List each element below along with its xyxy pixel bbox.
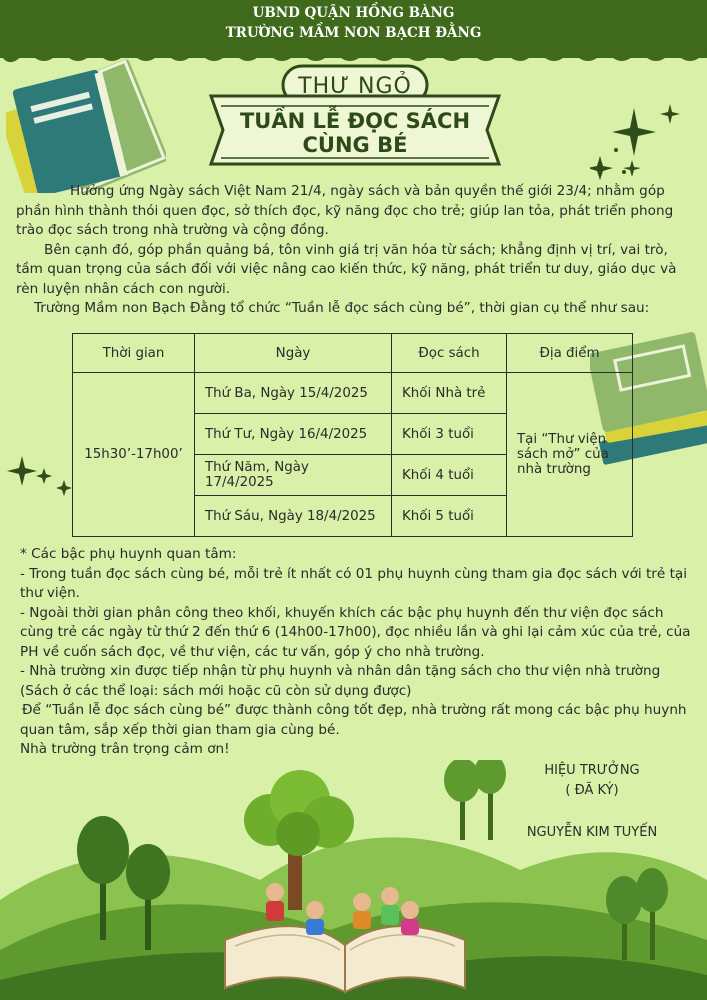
school-name: TRƯỜNG MẦM NON BẠCH ĐẰNG	[225, 25, 482, 41]
signer-role: HIỆU TRƯỞNG	[544, 763, 640, 778]
group-cell: Khối 4 tuổi	[392, 455, 507, 496]
signature-block	[517, 761, 667, 843]
group-cell: Khối 3 tuổi	[392, 414, 507, 455]
note-item: - Nhà trường xin được tiếp nhận từ phụ huynh và nhân dân tặng sách cho thư viện nhà trường (Sách ở các thể loại: sách mới hoặc cũ còn sử dụng được)	[20, 663, 661, 699]
note-item: - Ngoài thời gian phân công theo khối, khuyến khích các bậc phụ huynh đến thư viện đọc sách cùng trẻ các ngày từ thứ 2 đến thứ 6 (14h00-17h00), đọc nhiều lần và ghi lại cảm xúc của trẻ, của PH về cuốn sách đọc, về thư viện, các tư vấn, góp ý cho nhà trường.	[20, 604, 691, 660]
table-row	[73, 373, 633, 414]
intro-section	[16, 182, 694, 319]
book-stack-icon	[6, 58, 166, 193]
day-cell: Thứ Sáu, Ngày 18/4/2025	[195, 496, 392, 537]
intro-paragraph-2: Bên cạnh đó, góp phần quảng bá, tôn vinh giá trị văn hóa từ sách; khẳng định vị trí, vai trò, tầm quan trọng của sách đối với việc nâng cao kiến thức, kỹ năng, phát triển tư duy, giáo dục và rèn luyện nhân cách con người.	[16, 241, 677, 297]
sparkle-star-icon	[6, 452, 76, 500]
day-cell: Thứ Tư, Ngày 16/4/2025	[195, 414, 392, 455]
notes-section	[20, 545, 696, 760]
closing-request: Để “Tuần lễ đọc sách cùng bé” được thành công tốt đẹp, nhà trường rất mong các bậc phụ huynh quan tâm, sắp xếp thời gian tham gia cùng bé.	[20, 702, 687, 738]
col-header-time: Thời gian	[73, 334, 195, 373]
intro-paragraph-3: Trường Mầm non Bạch Đằng tổ chức “Tuần lễ đọc sách cùng bé”, thời gian cụ thể như sau:	[34, 300, 650, 316]
signer-name: NGUYỄN KIM TUYẾN	[526, 825, 658, 840]
title-small-text: THƯ NGỎ	[298, 74, 412, 99]
school-header	[0, 3, 707, 43]
signature-status: ( ĐÃ KÝ)	[565, 783, 619, 798]
col-header-group: Đọc sách	[392, 334, 507, 373]
intro-paragraph-1: Hưởng ứng Ngày sách Việt Nam 21/4, ngày sách và bản quyền thế giới 23/4; nhằm góp phần hình thành thói quen đọc, sở thích đọc, kỹ năng đọc cho trẻ; giúp lan tỏa, phát triển phong trào đọc sách trong nhà trường và cộng đồng.	[16, 183, 674, 238]
group-cell: Khối Nhà trẻ	[392, 373, 507, 414]
location-cell: Tại “Thư viện sách mở” của nhà trường	[507, 373, 633, 537]
sparkle-star-icon	[590, 100, 680, 190]
group-cell: Khối 5 tuổi	[392, 496, 507, 537]
district-name: UBND QUẬN HỒNG BÀNG	[252, 5, 455, 21]
notes-heading: * Các bậc phụ huynh quan tâm:	[20, 546, 237, 562]
day-cell: Thứ Năm, Ngày 17/4/2025	[195, 455, 392, 496]
letter-title	[205, 62, 505, 170]
col-header-day: Ngày	[195, 334, 392, 373]
table-header-row	[73, 334, 633, 373]
time-cell: 15h30’-17h00’	[73, 373, 195, 537]
closing-thanks: Nhà trường trân trọng cảm ơn!	[20, 741, 230, 757]
title-main-text: TUẦN LỄ ĐỌC SÁCH CÙNG BÉ	[239, 109, 471, 157]
note-item: - Trong tuần đọc sách cùng bé, mỗi trẻ ít nhất có 01 phụ huynh cùng tham gia đọc sách với trẻ tại thư viện.	[20, 565, 688, 601]
tree-icon	[444, 760, 506, 840]
schedule-table	[72, 333, 633, 537]
col-header-location: Địa điểm	[507, 334, 633, 373]
day-cell: Thứ Ba, Ngày 15/4/2025	[195, 373, 392, 414]
